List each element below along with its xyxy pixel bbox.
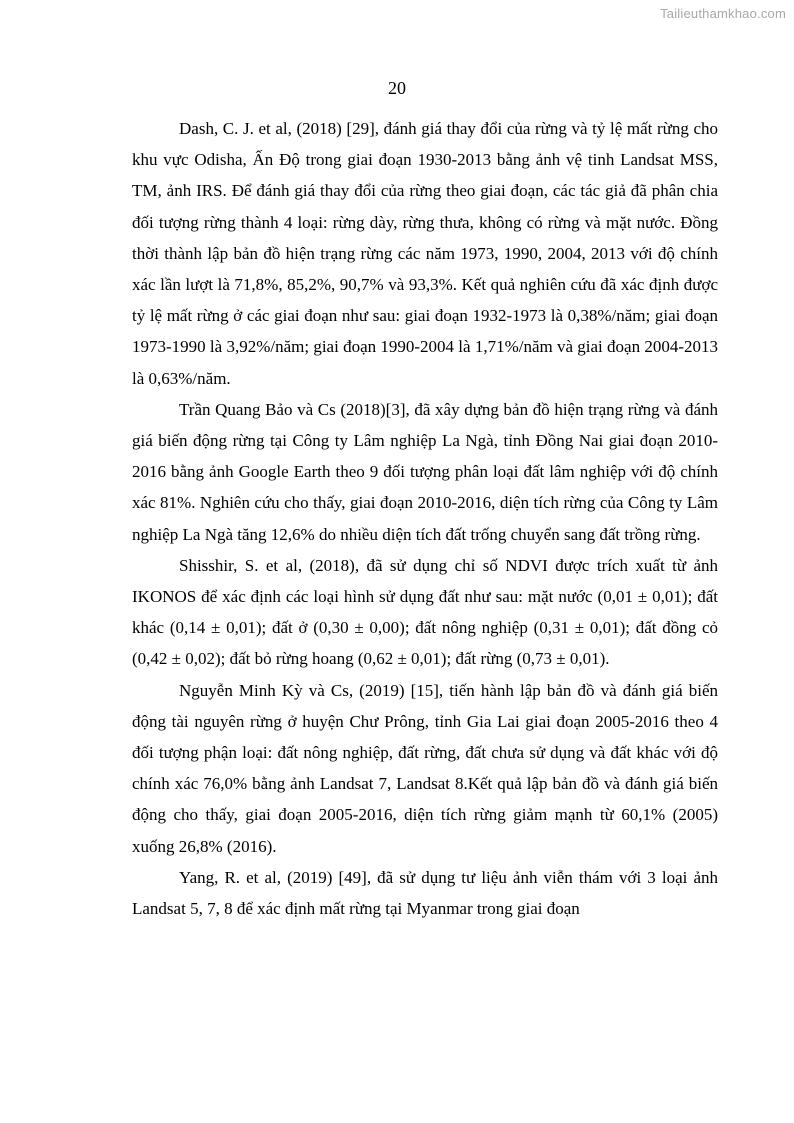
paragraph-nguyen-minh-ky: Nguyễn Minh Kỳ và Cs, (2019) [15], tiến hành lập bản đồ và đánh giá biến động tài nguyên rừng ở huyện Chư Prông, tỉnh Gia Lai giai đoạn 2005-2016 theo 4 đối tượng phận loại: đất nông nghiệp, đất rừng, đất chưa sử dụng và đất khác với độ chính xác 76,0% bằng ảnh Landsat 7, Landsat 8.Kết quả lập bản đồ và đánh giá biến động cho thấy, giai đoạn 2005-2016, diện tích rừng giảm mạnh từ 60,1% (2005) xuống 26,8% (2016). bbox=[132, 680, 718, 856]
page-number: 20 bbox=[388, 78, 406, 98]
document-body bbox=[132, 113, 718, 924]
paragraph-shisshir: Shisshir, S. et al, (2018), đã sử dụng chỉ số NDVI được trích xuất từ ảnh IKONOS để xác định các loại hình sử dụng đất như sau: mặt nước (0,01 ± 0,01); đất khác (0,14 ± 0,01); đất ở (0,30 ± 0,00); đất nông nghiệp (0,31 ± 0,01); đất đồng cỏ (0,42 ± 0,02); đất bỏ rừng hoang (0,62 ± 0,01); đất rừng (0,73 ± 0,01). bbox=[132, 555, 718, 669]
paragraph-yang: Yang, R. et al, (2019) [49], đã sử dụng tư liệu ảnh viễn thám với 3 loại ảnh Landsat 5, 7, 8 để xác định mất rừng tại Myanmar trong giai đoạn bbox=[132, 867, 718, 919]
paragraph-tran-quang-bao: Trần Quang Bảo và Cs (2018)[3], đã xây dựng bản đồ hiện trạng rừng và đánh giá biến động rừng tại Công ty Lâm nghiệp La Ngà, tỉnh Đồng Nai giai đoạn 2010-2016 bằng ảnh Google Earth theo 9 đối tượng phân loại đất lâm nghiệp với độ chính xác 81%. Nghiên cứu cho thấy, giai đoạn 2010-2016, diện tích rừng của Công ty Lâm nghiệp La Ngà tăng 12,6% do nhiều diện tích đất trống chuyển sang đất trồng rừng. bbox=[132, 399, 718, 544]
paragraph-dash: Dash, C. J. et al, (2018) [29], đánh giá thay đổi của rừng và tỷ lệ mất rừng cho khu vực Odisha, Ấn Độ trong giai đoạn 1930-2013 bằng ảnh vệ tinh Landsat MSS, TM, ảnh IRS. Để đánh giá thay đổi của rừng theo giai đoạn, các tác giả đã phân chia đối tượng rừng thành 4 loại: rừng dày, rừng thưa, không có rừng và mặt nước. Đồng thời thành lập bản đồ hiện trạng rừng các năm 1973, 1990, 2004, 2013 với độ chính xác lần lượt là 71,8%, 85,2%, 90,7% và 93,3%. Kết quả nghiên cứu đã xác định được tỷ lệ mất rừng ở các giai đoạn như sau: giai đoạn 1932-1973 là 0,38%/năm; giai đoạn 1973-1990 là 3,92%/năm; giai đoạn 1990-2004 là 1,71%/năm và giai đoạn 2004-2013 là 0,63%/năm. bbox=[132, 119, 718, 388]
watermark: Tailieuthamkhao.com bbox=[660, 6, 786, 21]
